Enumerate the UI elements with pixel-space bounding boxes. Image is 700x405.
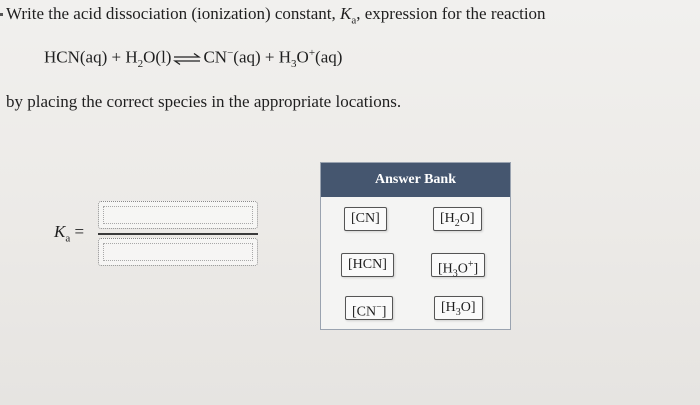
equilibrium-arrow-icon: [173, 52, 201, 66]
answer-bank-title: Answer Bank: [321, 163, 510, 197]
numerator-drop-zone[interactable]: [98, 201, 258, 229]
ka-label: $K_a$ =: [54, 222, 85, 245]
chip-h2o[interactable]: $[H_2O]$: [433, 207, 482, 231]
placement-instruction: by placing the correct species in the appropriate locations.: [6, 92, 402, 111]
chip-h3o[interactable]: $[H_3O]$: [434, 296, 483, 320]
answer-bank: [320, 162, 511, 330]
question-instruction: Write the acid dissociation (ionization) constant, $K_a$, expression for the reaction: [6, 4, 546, 27]
chip-h3o-plus[interactable]: $[H_3O^+]$: [431, 253, 485, 277]
chip-hcn[interactable]: [HCN]: [341, 253, 394, 277]
fraction-bar: [98, 233, 258, 235]
chip-cn-minus[interactable]: [CN−]: [345, 296, 393, 320]
chip-cn[interactable]: [CN]: [344, 207, 387, 231]
chemical-reaction: $HCN(aq) + H_2O(l) CN^-(aq) + H_3O^+(aq)$: [44, 47, 343, 71]
denominator-drop-zone[interactable]: [98, 238, 258, 266]
edge-marker: [0, 13, 3, 16]
